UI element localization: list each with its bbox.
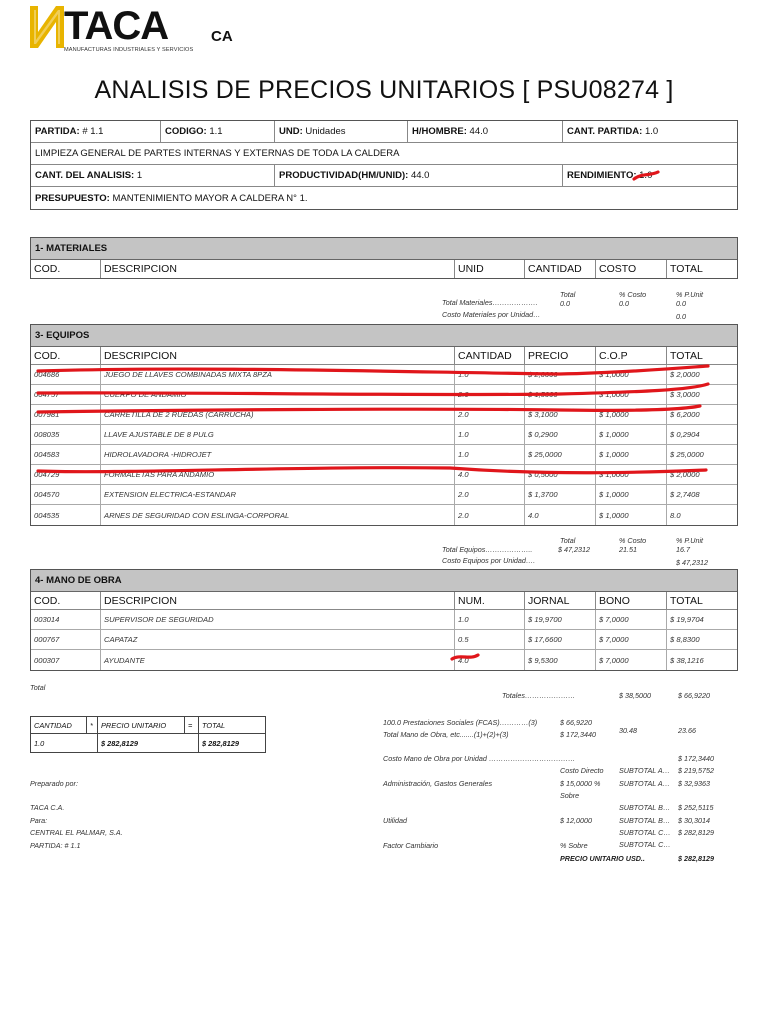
mini-header-row: CANTIDAD * PRECIO UNITARIO = TOTAL — [31, 717, 265, 734]
table-row: 004570 EXTENSION ELECTRICA-ESTANDAR 2.0 $ 1,3700 $ 1,0000 $ 2,7408 — [31, 485, 737, 505]
totales-bono: $ 38,5000 — [619, 691, 651, 700]
table-row: 000767 CAPATAZ 0.5 $ 17,6600 $ 7,0000 $ 8,8300 — [31, 630, 737, 650]
total-mano-value: $ 172,3440 — [560, 730, 596, 739]
costo-mano-value: $ 172,3440 — [678, 754, 714, 763]
prestaciones-label: 100.0 Prestaciones Sociales (FCAS)…………(3) — [383, 718, 538, 727]
materiales-table — [30, 237, 738, 279]
eq-costo-label: Costo Equipos por Unidad…. — [442, 556, 536, 565]
cant-analisis-cell: CANT. DEL ANALISIS: 1 — [31, 165, 275, 186]
header-row-3 — [31, 165, 737, 187]
col-descripcion: DESCRIPCION — [101, 592, 455, 609]
admin-label: Administración, Gastos Generales — [383, 779, 493, 788]
eq-pct-costo-head: % Costo — [619, 536, 647, 545]
col-jornal: JORNAL — [525, 592, 596, 609]
eq-pct-punit-value: 16.7 — [676, 545, 690, 554]
pct-sobre-label: % Sobre — [560, 841, 588, 850]
footer-cliente: CENTRAL EL PALMAR, S.A. — [30, 828, 123, 837]
prestaciones-value: $ 66,9220 — [560, 718, 592, 727]
table-row: 004535 ARNES DE SEGURIDAD CON ESLINGA-CORPORAL 2.0 4.0 $ 1,0000 8.0 — [31, 505, 737, 525]
col-descripcion: DESCRIPCION — [101, 347, 455, 364]
col-cantidad: CANTIDAD — [455, 347, 525, 364]
mat-total-value: 0.0 — [560, 299, 570, 308]
mano-obra-title: 4- MANO DE OBRA — [31, 570, 737, 592]
subtotal-c2-label: SUBTOTAL C… — [619, 840, 671, 849]
subtotal-b2-label: SUBTOTAL B… — [619, 816, 671, 825]
equipos-header-row — [31, 347, 737, 365]
table-row: 007981 CARRETILLA DE 2 RUEDAS (CARRUCHA) 2.0 $ 3,1000 $ 1,0000 $ 6,2000 — [31, 405, 737, 425]
eq-total-head: Total — [560, 536, 576, 545]
col-total: TOTAL — [670, 594, 703, 607]
eq-total-label: Total Equipos……………….. — [442, 545, 533, 554]
mat-pct-punit-value: 0.0 — [676, 299, 686, 308]
cant-partida-cell: CANT. PARTIDA: 1.0 — [567, 126, 659, 137]
table-row: 000307 AYUDANTE 4.0 $ 9,5300 $ 7,0000 $ 38,1216 — [31, 650, 737, 670]
col-total: TOTAL — [670, 263, 703, 275]
logo-suffix: CA — [211, 28, 233, 45]
mini-value-row: 1.0 $ 282,8129 $ 282,8129 — [31, 734, 265, 752]
logo-subtitle: MANUFACTURAS INDUSTRIALES Y SERVICIOS — [64, 47, 194, 53]
col-num: NUM. — [455, 592, 525, 609]
col-cod: COD. — [31, 347, 101, 364]
equipos-body — [31, 365, 737, 525]
mat-total-label: Total Materiales………………. — [442, 298, 538, 307]
hhombre-cell: H/HOMBRE: 44.0 — [408, 121, 563, 142]
table-row: 008035 LLAVE AJUSTABLE DE 8 PULG 1.0 $ 0,2900 $ 1,0000 $ 0,2904 — [31, 425, 737, 445]
subtotal-a2-value: $ 32,9363 — [678, 779, 710, 788]
mano-obra-body — [31, 610, 737, 670]
mano-obra-table — [30, 569, 738, 671]
rendimiento-cell: RENDIMIENTO: 1.0 — [567, 170, 653, 181]
costo-mano-label: Costo Mano de Obra por Unidad ……………………………… — [383, 754, 576, 763]
subtotal-a2-label: SUBTOTAL A… — [619, 779, 670, 788]
col-bono: BONO — [596, 592, 667, 609]
presupuesto-cell: PRESUPUESTO: MANTENIMIENTO MAYOR A CALDERA N° 1. — [35, 192, 308, 204]
pct-b: 23.66 — [678, 726, 696, 735]
table-row: 004583 HIDROLAVADORA -HIDROJET 1.0 $ 25,0000 $ 1,0000 $ 25,0000 — [31, 445, 737, 465]
precio-unitario-label: PRECIO UNITARIO USD.. — [560, 854, 645, 863]
logo-wordmark: TACA — [64, 4, 169, 48]
preparado-label: Preparado por: — [30, 779, 78, 788]
total-mano-label: Total Mano de Obra, etc.......(1)+(2)+(3) — [383, 730, 509, 739]
table-row: 004686 JUEGO DE LLAVES COMBINADAS MIXTA 8PZA 1.0 $ 2,0000 $ 1,0000 $ 2,0000 — [31, 365, 737, 385]
page-title: ANALISIS DE PRECIOS UNITARIOS [ PSU08274 ] — [94, 76, 674, 104]
header-row-2 — [31, 143, 737, 165]
descripcion-cell: LIMPIEZA GENERAL DE PARTES INTERNAS Y EXTERNAS DE TODA LA CALDERA — [35, 148, 400, 159]
partida-cell: PARTIDA: # 1.1 — [31, 121, 161, 142]
materiales-title: 1- MATERIALES — [31, 238, 737, 260]
total-label: Total — [30, 683, 46, 692]
col-costo: COSTO — [596, 260, 667, 278]
mat-total-head: Total — [560, 290, 576, 299]
mat-pct-punit-head: % P.Unit — [676, 290, 704, 299]
subtotal-c1-value: $ 282,8129 — [678, 828, 714, 837]
col-total: TOTAL — [670, 349, 703, 362]
footer-para: Para: — [30, 816, 48, 825]
company-logo — [30, 4, 233, 54]
productividad-cell: PRODUCTIVIDAD(HM/UNID): 44.0 — [275, 165, 563, 186]
mano-obra-header-row — [31, 592, 737, 610]
materiales-header-row — [31, 260, 737, 278]
mat-costo-label: Costo Materiales por Unidad… — [442, 310, 541, 319]
subtotal-b1-value: $ 252,5115 — [678, 803, 714, 812]
factor-label: Factor Cambiario — [383, 841, 439, 850]
col-cop: C.O.P — [596, 347, 667, 364]
equipos-table — [30, 324, 738, 526]
col-cod: COD. — [31, 592, 101, 609]
footer-empresa: TACA C.A. — [30, 803, 65, 812]
footer-partida: PARTIDA: # 1.1 — [30, 841, 81, 850]
header-table — [30, 120, 738, 210]
precio-unitario-table — [30, 716, 266, 753]
col-unid: UNID — [455, 260, 525, 278]
taca-logo-icon — [30, 6, 64, 48]
utilidad-label: Utilidad — [383, 816, 407, 825]
subtotal-c1-label: SUBTOTAL C… — [619, 828, 671, 837]
header-row-4 — [31, 187, 737, 209]
col-cantidad: CANTIDAD — [525, 260, 596, 278]
eq-pct-costo-value: 21.51 — [619, 545, 637, 554]
mat-pct-costo-head: % Costo — [619, 290, 647, 299]
costo-directo-label: Costo Directo — [560, 766, 604, 775]
precio-unitario-value: $ 282,8129 — [678, 854, 714, 863]
subtotal-b2-value: $ 30,3014 — [678, 816, 710, 825]
sobre-label: Sobre — [560, 791, 580, 800]
equipos-title: 3- EQUIPOS — [31, 325, 737, 347]
subtotal-b1-label: SUBTOTAL B… — [619, 803, 671, 812]
subtotal-a1-value: $ 219,5752 — [678, 766, 714, 775]
eq-pct-punit-head: % P.Unit — [676, 536, 704, 545]
table-row: 004729 FORMALETAS PARA ANDAMIO 4.0 $ 0,5000 $ 1,0000 $ 2,0000 — [31, 465, 737, 485]
eq-total-value: $ 47,2312 — [558, 545, 590, 554]
und-cell: UND: Unidades — [275, 121, 408, 142]
utilidad-value: $ 12,0000 — [560, 816, 592, 825]
col-precio: PRECIO — [525, 347, 596, 364]
mat-pct-costo-value: 0.0 — [619, 299, 629, 308]
mat-costo-unidad-value: 0.0 — [676, 312, 686, 321]
admin-pct: $ 15,0000 % — [560, 779, 601, 788]
header-row-1 — [31, 121, 737, 143]
codigo-cell: CODIGO: 1.1 — [161, 121, 275, 142]
totales-total: $ 66,9220 — [678, 691, 710, 700]
eq-costo-unidad-value: $ 47,2312 — [676, 558, 708, 567]
table-row: 003014 SUPERVISOR DE SEGURIDAD 1.0 $ 19,9700 $ 7,0000 $ 19,9704 — [31, 610, 737, 630]
totales-label: Totales………………… — [502, 691, 576, 700]
pct-a: 30.48 — [619, 726, 637, 735]
table-row: 004757 CUERPO DE ANDAMIO 2.0 $ 1,5000 $ 1,0000 $ 3,0000 — [31, 385, 737, 405]
subtotal-a1-label: SUBTOTAL A… — [619, 766, 670, 775]
col-descripcion: DESCRIPCION — [101, 260, 455, 278]
col-cod: COD. — [31, 260, 101, 278]
